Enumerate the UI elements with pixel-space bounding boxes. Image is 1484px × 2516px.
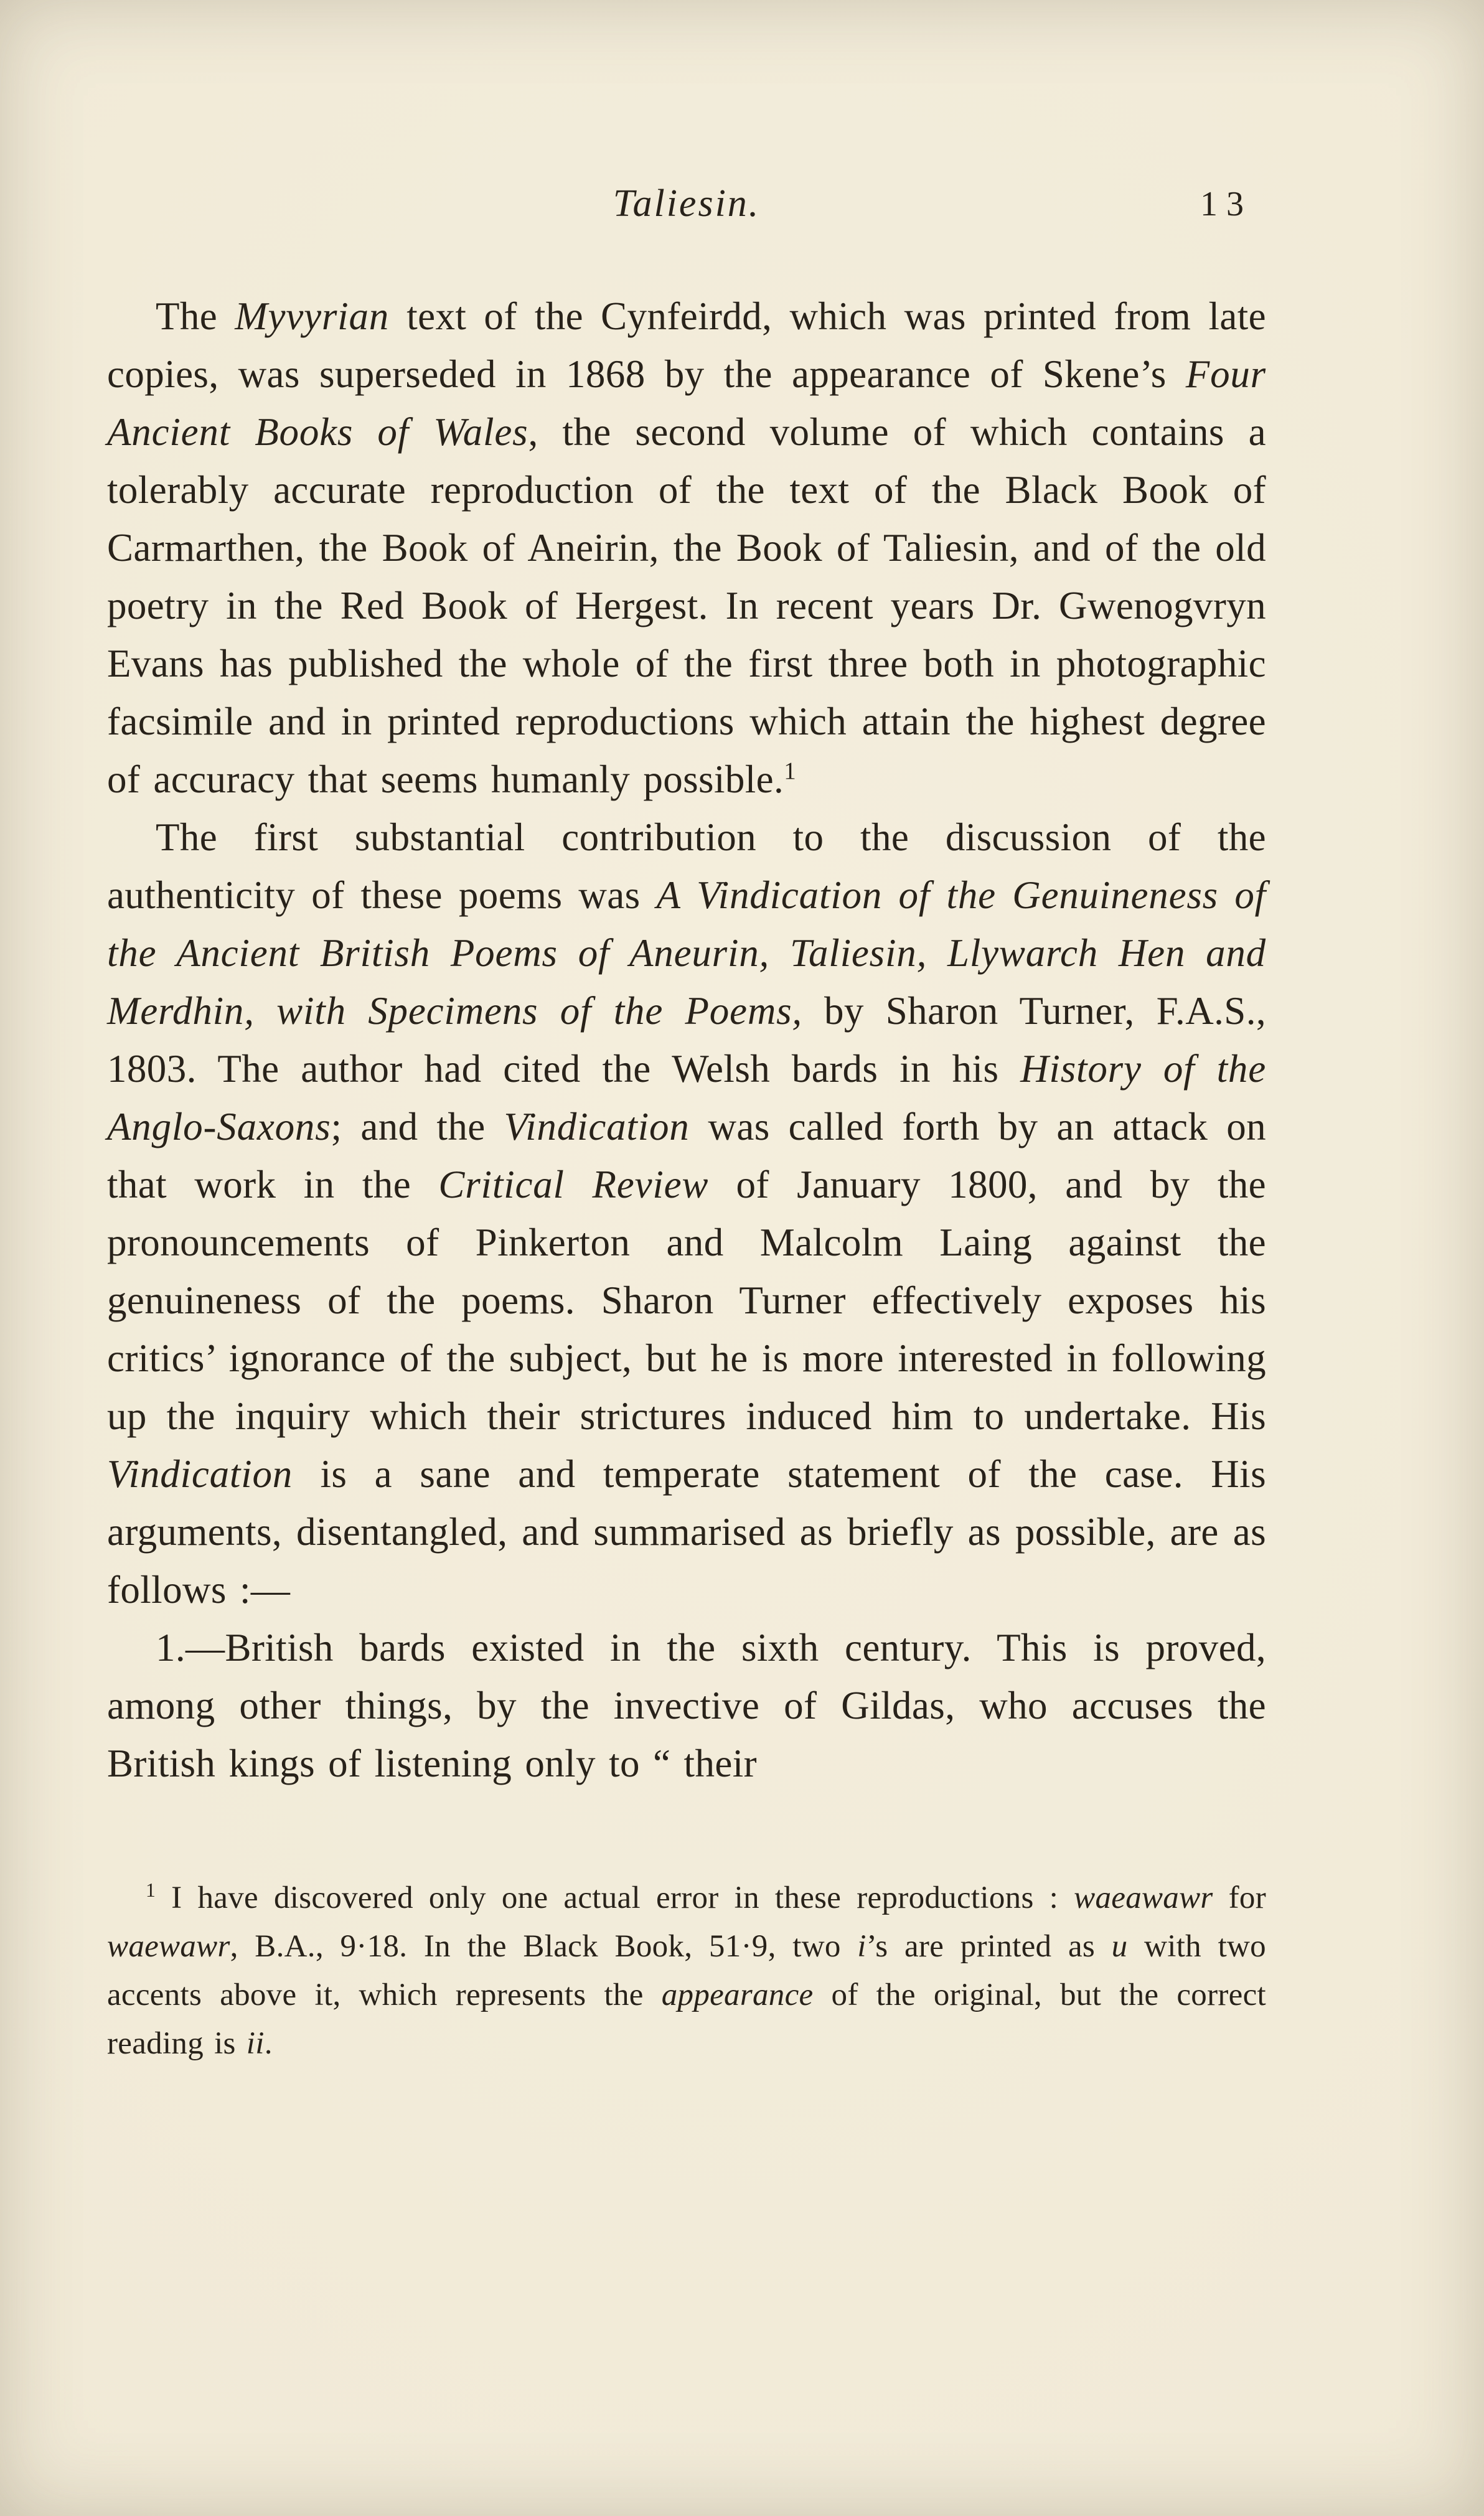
running-title: Taliesin. (613, 182, 761, 225)
paragraph: The Myvyrian text of the Cynfeirdd, which was printed from late copies, was superseded in 1868 by the appearance of Skene’s Four Ancient Books of Wales, the second volume of which contains a tolerably accurate reproduction of the text of the Black Book of Carmarthen, the Book of Aneirin, the Book of Taliesin, and of the old poetry in the Red Book of Hergest. In recent years Dr. Gwenogvryn Evans has published the whole of the first three both in photographic facsimile and in printed reproductions which attain the highest degree of accuracy that seems humanly possible.$^1$ (107, 294, 1266, 801)
page-content (107, 182, 1266, 2068)
page-header (107, 182, 1266, 230)
paragraph: 1.—British bards existed in the sixth century. This is proved, among other things, by the invective of Gildas, who accuses the British kings of listening only to “ their (107, 1626, 1266, 1785)
footnote: $^1$ I have discovered only one actual error in these reproductions : waeawawr for waewawr, B.A., 9·18. In the Black Book, 51·9, two i’s are printed as u with two accents above it, which represents the appearance of the original, but the correct reading is ii. (107, 1879, 1266, 2061)
page-number: 13 (1200, 185, 1252, 223)
paragraph: The first substantial contribution to the discussion of the authenticity of these poems was A Vindication of the Genuineness of the Ancient British Poems of Aneurin, Taliesin, Llywarch Hen and Merdhin, with Specimens of the Poems, by Sharon Turner, F.A.S., 1803. The author had cited the Welsh bards in his History of the Anglo-Saxons; and the Vindication was called forth by an attack on that work in the Critical Review of January 1800, and by the pronouncements of Pinkerton and Malcolm Laing against the genuineness of the poems. Sharon Turner effectively exposes his critics’ ignorance of the subject, but he is more interested in following up the inquiry which their strictures induced him to undertake. His Vindication is a sane and temperate statement of the case. His arguments, disentangled, and summarised as briefly as possible, are as follows :— (107, 815, 1267, 1612)
page-body (107, 288, 1266, 1793)
